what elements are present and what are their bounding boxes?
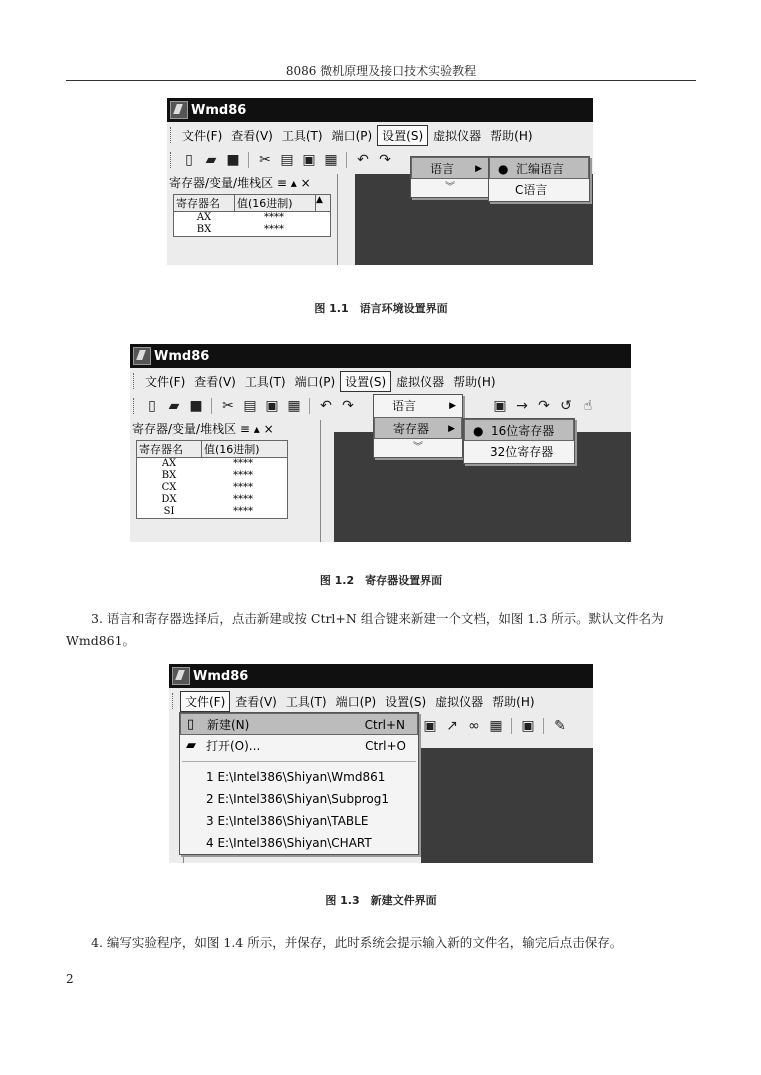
expand-chevron-icon[interactable]: ︾	[413, 442, 423, 453]
col-value: 值(16进制)	[204, 443, 260, 456]
settings-dropdown	[410, 156, 490, 198]
submenu-arrow-icon: ▶	[448, 424, 455, 434]
toolbar-separator	[511, 718, 513, 734]
print-icon[interactable]: ▦	[324, 152, 338, 168]
menu-item-open[interactable]	[180, 735, 418, 757]
paste-icon[interactable]: ▣	[302, 152, 316, 168]
expand-chevron-icon[interactable]: ︾	[445, 182, 455, 193]
menu-item-c-language[interactable]	[489, 179, 589, 201]
figure-1-3-caption: 图 1.3 新建文件界面	[325, 894, 437, 907]
page-header: 8086 微机原理及接口技术实验教程	[285, 64, 477, 78]
menu-virtual-instruments[interactable]: 虚拟仪器	[433, 128, 482, 143]
paste-icon[interactable]: ▣	[265, 398, 279, 414]
register-panel	[130, 420, 321, 542]
menu-item-32bit-register[interactable]	[464, 441, 574, 463]
grid-icon[interactable]: ▦	[489, 718, 503, 734]
menu-port[interactable]: 端口(P)	[331, 128, 373, 143]
figure-1-2-screenshot	[130, 344, 631, 542]
menu-tools[interactable]: 工具(T)	[281, 128, 323, 143]
register-table	[136, 440, 288, 519]
menu-item-language-label: 语言	[392, 399, 417, 413]
menu-item-register-label: 寄存器	[393, 422, 430, 436]
header-rule	[66, 80, 696, 81]
menu-item-language-label: 语言	[430, 162, 455, 176]
menu-settings[interactable]: 设置(S)	[385, 694, 427, 709]
table-row	[137, 458, 287, 470]
open-label: 打开(O)...	[206, 739, 261, 753]
paragraph-step-4: 4. 编写实验程序，如图 1.4 所示，并保存，此时系统会提示输入新的文件名，输完后点击保存。	[91, 935, 623, 950]
toolbar-grip	[133, 398, 136, 414]
col-register-name: 寄存器名	[174, 195, 235, 211]
recent-file-3[interactable]: 3 E:\Intel386\Shiyan\TABLE	[206, 814, 369, 828]
window-icon[interactable]: ▣	[423, 718, 437, 734]
save-icon[interactable]: ■	[226, 152, 240, 168]
new-file-icon[interactable]: ▯	[185, 152, 193, 168]
tool-icon[interactable]: ✎	[554, 718, 566, 734]
open-shortcut: Ctrl+O	[365, 739, 406, 753]
register-value: ****	[233, 506, 253, 517]
menu-tools[interactable]: 工具(T)	[285, 694, 327, 709]
app-titlebar	[169, 664, 593, 688]
col-value: 值(16进制)	[235, 195, 316, 211]
editor-area	[421, 748, 593, 863]
open-folder-icon[interactable]: ▰	[205, 152, 217, 168]
redo-icon[interactable]: ↷	[379, 152, 391, 168]
menubar	[167, 124, 593, 146]
32bit-register-label: 32位寄存器	[490, 445, 554, 459]
app-title: Wmd86	[154, 348, 210, 364]
menu-settings[interactable]: 设置(S)	[340, 371, 391, 392]
register-name: BX	[196, 224, 212, 235]
copy-icon[interactable]: ▤	[280, 152, 294, 168]
menu-item-16bit-register[interactable]	[464, 419, 574, 441]
step-out-icon[interactable]: ↺	[560, 398, 572, 414]
run-icon[interactable]: ☝	[583, 398, 593, 414]
submenu-arrow-icon: ▶	[475, 164, 482, 174]
register-value: ****	[233, 482, 253, 493]
recent-file-2[interactable]: 2 E:\Intel386\Shiyan\Subprog1	[206, 792, 390, 806]
register-name: SI	[163, 506, 175, 517]
selected-bullet-icon: ●	[498, 162, 509, 176]
menu-view[interactable]: 查看(V)	[194, 374, 236, 389]
copy-icon[interactable]: ▤	[243, 398, 257, 414]
register-submenu	[463, 418, 575, 464]
open-folder-icon: ▰	[186, 738, 196, 753]
save-icon[interactable]: ■	[189, 398, 203, 414]
register-panel-title: 寄存器/变量/堆栈区 ≡ ▴ ×	[169, 176, 311, 190]
app-icon	[170, 101, 188, 119]
recent-file-1[interactable]: 1 E:\Intel386\Shiyan\Wmd861	[206, 770, 386, 784]
menu-port[interactable]: 端口(P)	[335, 694, 377, 709]
menu-item-new[interactable]	[180, 713, 418, 735]
page-number: 2	[66, 972, 74, 986]
register-value: ****	[233, 458, 253, 469]
menu-help[interactable]: 帮助(H)	[453, 374, 496, 389]
menubar-grip	[170, 127, 173, 143]
arrow-icon[interactable]: ↗	[446, 718, 458, 734]
table-row	[137, 506, 287, 518]
app-title: Wmd86	[191, 102, 247, 118]
register-value: ****	[264, 212, 284, 223]
settings-dropdown	[373, 394, 463, 458]
new-shortcut: Ctrl+N	[364, 718, 405, 732]
app-titlebar	[167, 98, 593, 122]
app-titlebar	[130, 344, 631, 368]
menu-virtual-instruments[interactable]: 虚拟仪器	[396, 374, 445, 389]
submenu-arrow-icon: ▶	[449, 401, 456, 411]
file-dropdown	[179, 712, 419, 855]
register-name: BX	[161, 470, 177, 481]
register-value: ****	[233, 470, 253, 481]
redo-icon[interactable]: ↷	[342, 398, 354, 414]
register-value: ****	[233, 494, 253, 505]
16bit-register-label: 16位寄存器	[491, 424, 555, 438]
paragraph-step-3: 3. 语言和寄存器选择后，点击新建或按 Ctrl+N 组合键来新建一个文档，如图 1.3 所示。默认文件名为 Wmd861。	[66, 611, 664, 648]
table-row	[174, 224, 330, 236]
scroll-up-icon[interactable]: ▲	[316, 195, 323, 205]
register-name: CX	[161, 482, 177, 493]
menubar-grip	[172, 693, 175, 709]
app-icon	[133, 347, 151, 365]
menu-help[interactable]: 帮助(H)	[490, 128, 533, 143]
register-table-header	[137, 441, 287, 458]
register-table	[173, 194, 331, 237]
menu-file[interactable]: 文件(F)	[182, 128, 223, 143]
undo-icon[interactable]: ↶	[320, 398, 332, 414]
menu-help[interactable]: 帮助(H)	[492, 694, 535, 709]
undo-icon[interactable]: ↶	[357, 152, 369, 168]
table-row	[137, 470, 287, 482]
c-language-label: C语言	[515, 183, 548, 197]
recent-file-4[interactable]: 4 E:\Intel386\Shiyan\CHART	[206, 836, 372, 850]
menu-item-asm-language[interactable]	[489, 157, 589, 179]
table-row	[137, 494, 287, 506]
step-over-icon[interactable]: ↷	[538, 398, 550, 414]
step-into-icon[interactable]: →	[516, 398, 528, 414]
register-name: AX	[196, 212, 212, 223]
menu-view[interactable]: 查看(V)	[235, 694, 277, 709]
register-table-header	[174, 195, 330, 212]
figure-1-3-screenshot	[169, 664, 593, 863]
toolbar-separator	[309, 398, 311, 414]
table-row	[174, 212, 330, 224]
new-file-icon[interactable]: ▯	[148, 398, 156, 414]
print-icon[interactable]: ▦	[287, 398, 301, 414]
app-title: Wmd86	[193, 668, 249, 684]
menu-item-language[interactable]	[411, 157, 489, 179]
new-label: 新建(N)	[207, 718, 250, 732]
menu-file[interactable]: 文件(F)	[180, 691, 230, 712]
toolbar-separator	[543, 718, 545, 734]
cut-icon[interactable]: ✂	[222, 398, 234, 414]
figure-1-2-caption: 图 1.2 寄存器设置界面	[319, 574, 443, 587]
menubar	[169, 690, 593, 712]
toolbar-grip	[170, 152, 173, 168]
monitor-icon[interactable]: ▣	[521, 718, 535, 734]
menu-item-register[interactable]	[374, 417, 462, 439]
register-name: DX	[161, 494, 177, 505]
menu-tools[interactable]: 工具(T)	[244, 374, 286, 389]
open-folder-icon[interactable]: ▰	[168, 398, 180, 414]
app-icon	[172, 667, 190, 685]
register-name: AX	[161, 458, 177, 469]
glasses-icon[interactable]: ∞	[468, 718, 480, 734]
new-file-icon: ▯	[187, 717, 195, 732]
toolbar-separator	[248, 152, 250, 168]
toolbar-separator	[211, 398, 213, 414]
language-submenu	[488, 156, 590, 202]
menu-file[interactable]: 文件(F)	[145, 374, 186, 389]
menu-virtual-instruments[interactable]: 虚拟仪器	[435, 694, 484, 709]
menubar-grip	[133, 373, 136, 389]
menubar	[130, 370, 631, 392]
cut-icon[interactable]: ✂	[259, 152, 271, 168]
table-row	[137, 482, 287, 494]
register-panel	[167, 174, 338, 265]
col-register-name: 寄存器名	[137, 441, 202, 457]
figure-1-1-screenshot	[167, 98, 593, 265]
menu-separator	[182, 761, 416, 762]
menu-view[interactable]: 查看(V)	[231, 128, 273, 143]
register-value: ****	[264, 224, 284, 235]
register-panel-title: 寄存器/变量/堆栈区 ≡ ▴ ×	[132, 422, 274, 436]
window-icon[interactable]: ▣	[493, 398, 507, 414]
asm-language-label: 汇编语言	[516, 162, 565, 176]
toolbar-separator	[346, 152, 348, 168]
menu-item-language[interactable]	[374, 395, 462, 417]
figure-1-1-caption: 图 1.1 语言环境设置界面	[314, 302, 448, 315]
menu-port[interactable]: 端口(P)	[294, 374, 336, 389]
selected-bullet-icon: ●	[473, 424, 484, 438]
menu-settings[interactable]: 设置(S)	[377, 125, 428, 146]
